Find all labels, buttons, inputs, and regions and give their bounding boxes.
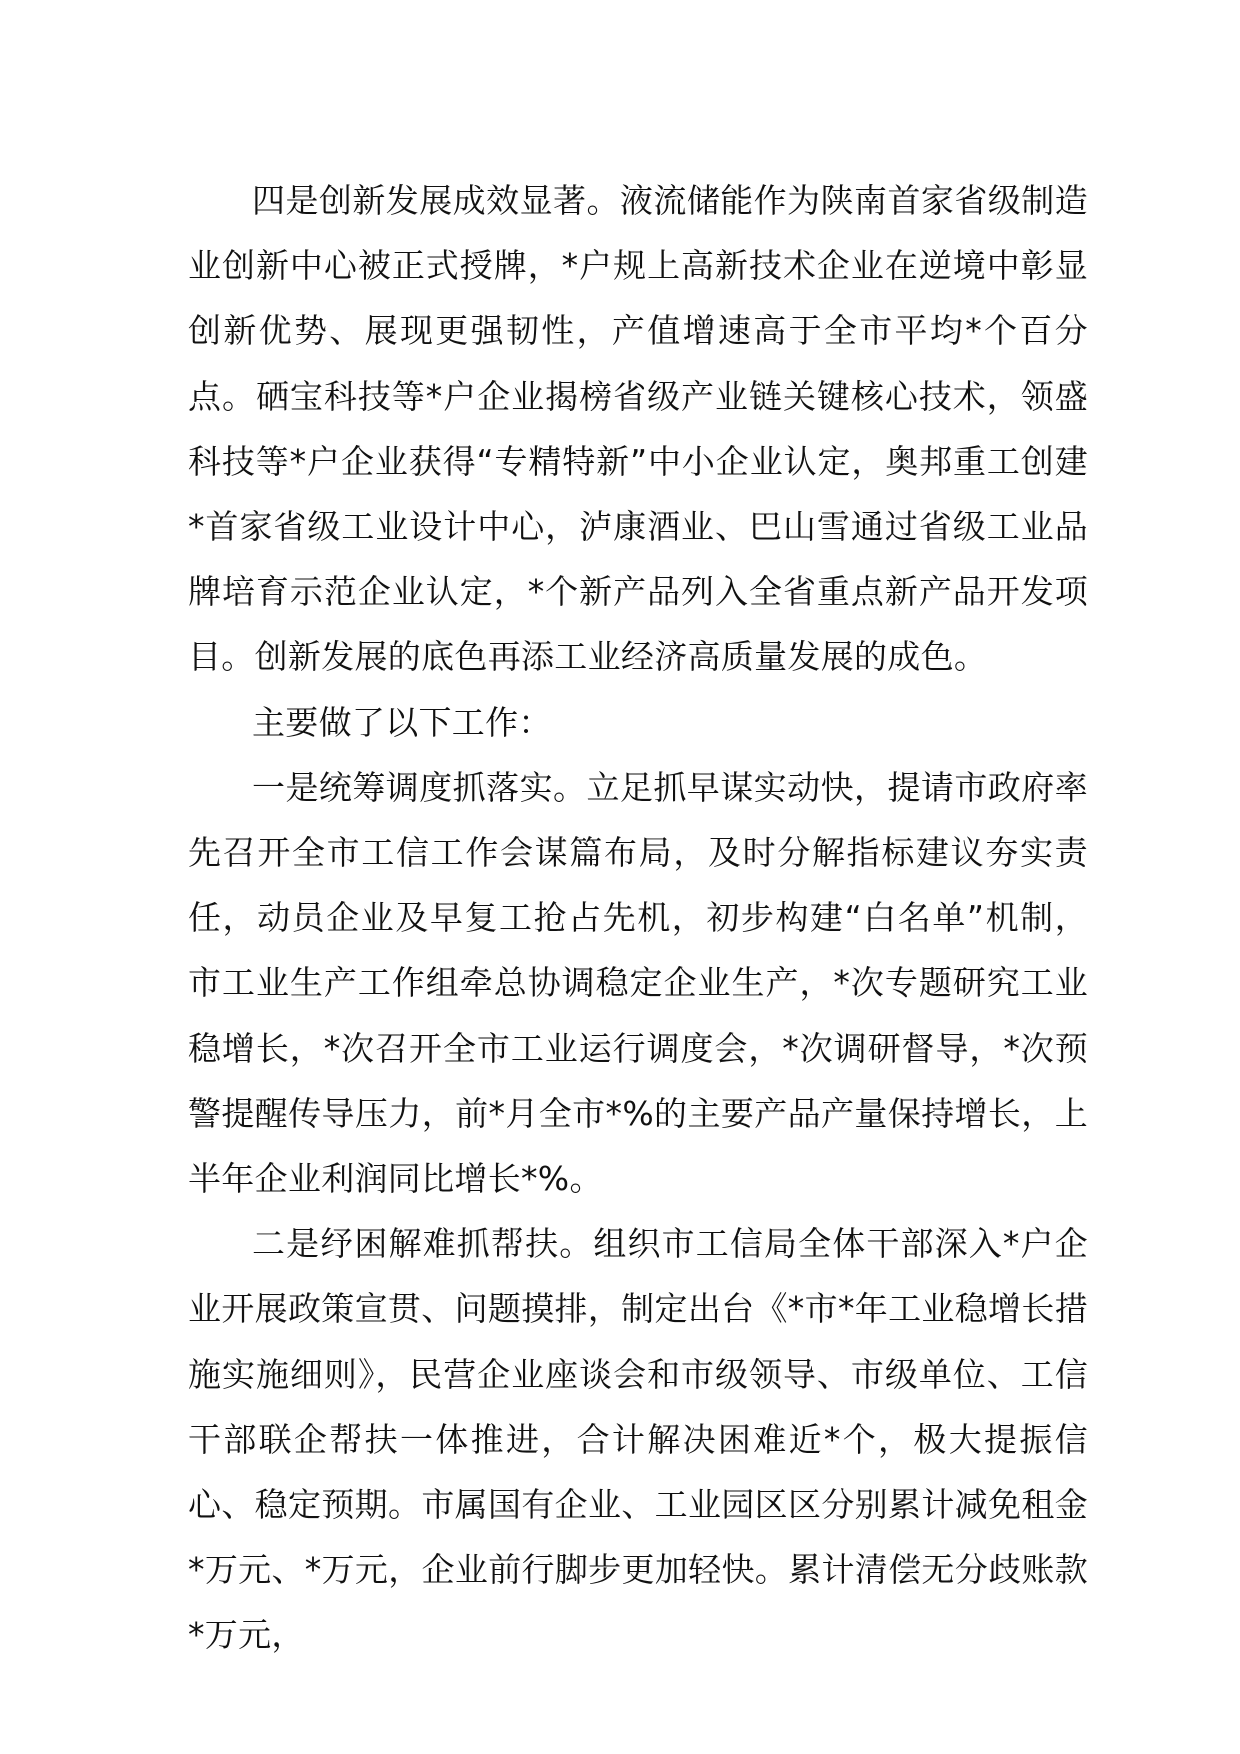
paragraph-coordination-scheduling: 一是统筹调度抓落实。立足抓早谋实动快，提请市政府率先召开全市工信工作会谋篇布局，及时分解指标建议夯实责任，动员企业及早复工抢占先机，初步构建“白名单”机制，市工业生产工作组牵总协调稳定企业生产，*次专题研究工业稳增长，*次召开全市工业运行调度会，*次调研督导，*次预警提醒传导压力，前*月全市*%的主要产品产量保持增长，上半年企业利润同比增长*%。 (188, 767, 1088, 1199)
paragraph-main-work-intro: 主要做了以下工作： (252, 702, 552, 742)
paragraph-relief-assistance: 二是纾困解难抓帮扶。组织市工信局全体干部深入*户企业开展政策宣贯、问题摸排，制定出台《*市*年工业稳增长措施实施细则》，民营企业座谈会和市级领导、市级单位、工信干部联企帮扶一体推进，合计解决困难近*个，极大提振信心、稳定预期。市属国有企业、工业园区区分别累计减免租金*万元、*万元，企业前行脚步更加轻快。累计清偿无分歧账款*万元， (188, 1224, 1088, 1655)
paragraph-innovation-results: 四是创新发展成效显著。液流储能作为陕南首家省级制造业创新中心被正式授牌，*户规上高新技术企业在逆境中彰显创新优势、展现更强韧性，产值增速高于全市平均*个百分点。硒宝科技等*户企业揭榜省级产业链关键核心技术，领盛科技等*户企业获得“专精特新”中小企业认定，奥邦重工创建*首家省级工业设计中心，泸康酒业、巴山雪通过省级工业品牌培育示范企业认定，*个新产品列入全省重点新产品开发项目。创新发展的底色再添工业经济高质量发展的成色。 (188, 181, 1088, 677)
document-body (188, 168, 1088, 1668)
